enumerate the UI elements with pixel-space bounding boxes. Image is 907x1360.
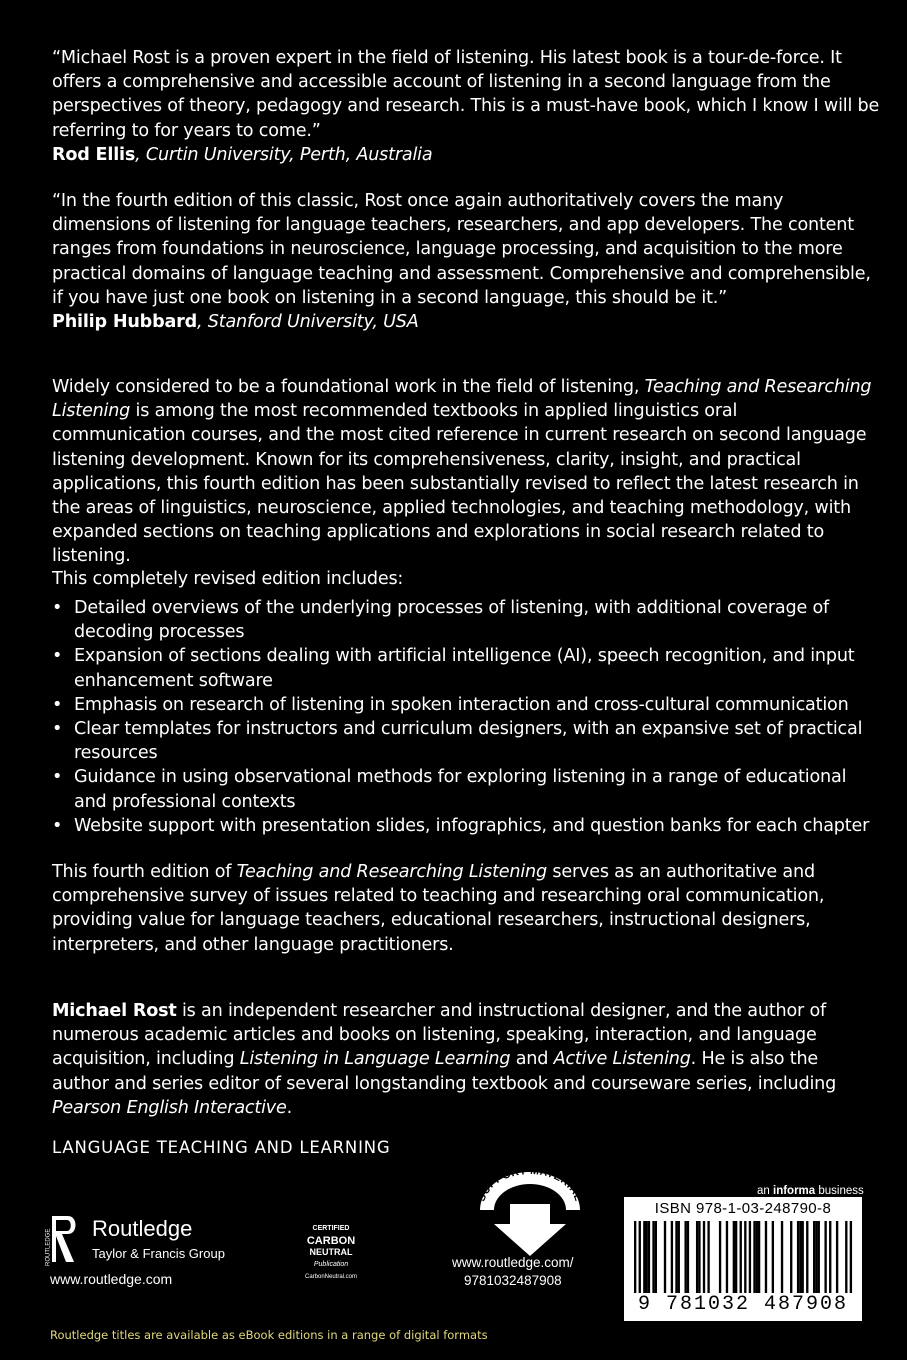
barcode-bar	[815, 1221, 817, 1293]
support-material-url-2[interactable]: 9781032487908	[464, 1273, 562, 1288]
barcode-bar	[740, 1221, 742, 1293]
author-book-1: Listening in Language Learning	[239, 1049, 511, 1070]
barcode-bar	[719, 1221, 721, 1293]
barcode-bar	[726, 1221, 728, 1293]
description-p1-book-title: Teaching and Researching Listening	[52, 377, 872, 422]
author-book-2: Active Listening	[553, 1049, 691, 1070]
barcode-bar	[790, 1221, 792, 1293]
barcode-bar	[703, 1221, 705, 1293]
informa-post: business	[815, 1185, 864, 1197]
informa-business-label	[757, 1185, 864, 1197]
publisher-url[interactable]: www.routledge.com	[50, 1271, 173, 1287]
barcode-bar	[829, 1221, 831, 1293]
series-label: LANGUAGE TEACHING AND LEARNING	[52, 1138, 391, 1157]
author-bio	[52, 999, 872, 1120]
endorsement-2-name: Philip Hubbard	[52, 312, 198, 333]
description-p3-text: This fourth edition of	[52, 862, 237, 882]
description-p1-text: Widely considered to be a foundational work in the field of listening,	[52, 377, 645, 397]
barcode-bar	[749, 1221, 751, 1293]
barcode-bar	[806, 1221, 808, 1293]
barcode-bar	[824, 1221, 826, 1293]
barcode-bar	[799, 1221, 801, 1293]
barcode-bar	[758, 1221, 760, 1293]
barcode-bar	[687, 1221, 689, 1293]
barcode-bar	[813, 1221, 815, 1293]
description-paragraph-2	[52, 860, 872, 957]
barcode-bar	[765, 1221, 767, 1293]
endorsement-1-quote: “Michael Rost is a proven expert in the field of listening. His latest book is a tour-de-force. It offers a comprehensive and accessible account of listening in a second language from the perspectives of theory, pedagogy and research. This is a must-have book, which I know I will be referring to for years to come.”	[52, 48, 880, 141]
barcode-bar	[818, 1221, 820, 1293]
barcode-bar	[696, 1221, 698, 1293]
barcode-bar	[781, 1221, 783, 1293]
endorsement-2-quote: “In the fourth edition of this classic, Rost once again authoritatively covers the many dimensions of listening for language teachers, researchers, and app developers. The content ranges from foundations in neuroscience, language processing, and acquisition to the more practical domains of language teaching and assessment. Comprehensive and comprehensible, if you have just one book on listening in a second language, this should be it.”	[52, 191, 871, 308]
support-material-text: SUPPORT MATERIAL	[475, 1164, 585, 1203]
support-material-badge-icon	[474, 1162, 586, 1258]
barcode-bar	[845, 1221, 847, 1293]
endorsement-1-name: Rod Ellis	[52, 144, 136, 165]
barcode-bar	[634, 1221, 636, 1293]
carbon-neutral-line5: CarbonNeutral.com	[304, 1274, 358, 1280]
barcode-bar	[671, 1221, 673, 1293]
carbon-neutral-line1: CERTIFIED	[312, 1225, 350, 1232]
author-name: Michael Rost	[52, 1001, 177, 1021]
list-item: • Website support with presentation slides, infographics, and question banks for each chapter	[52, 814, 872, 838]
barcode-bar	[707, 1221, 709, 1293]
carbon-neutral-line3: NEUTRAL	[309, 1247, 353, 1257]
list-item: • Emphasis on research of listening in spoken interaction and cross-cultural communication	[52, 693, 872, 717]
barcode-bar	[744, 1221, 746, 1293]
routledge-logo-letters: ROUTLEDGE	[45, 1228, 52, 1266]
barcode-bar	[756, 1221, 758, 1293]
endorsement-2-attribution	[52, 310, 882, 334]
routledge-logo-icon	[45, 1212, 82, 1266]
barcode-bar	[850, 1221, 852, 1293]
barcode-bar	[648, 1221, 650, 1293]
description-paragraph-1	[52, 375, 872, 569]
carbon-neutral-seal-icon	[296, 1218, 366, 1288]
informa-bold: informa	[773, 1185, 816, 1197]
barcode-digits: 9 781032 487908	[637, 1293, 849, 1316]
list-item: • Detailed overviews of the underlying processes of listening, with additional coverage of decoding processes	[52, 596, 872, 644]
barcode-bar	[664, 1221, 666, 1293]
endorsement-2-affiliation: , Stanford University, USA	[197, 312, 419, 333]
barcode-bar	[802, 1221, 804, 1293]
isbn-label: ISBN 978-1-03-248790-8	[654, 1200, 832, 1217]
barcode-bar	[639, 1221, 641, 1293]
barcode-bars-icon	[634, 1221, 852, 1293]
publisher-name: Routledge	[92, 1216, 193, 1241]
list-item: • Guidance in using observational methods for exploring listening in a range of educational and professional contexts	[52, 765, 872, 813]
description-p3-book-title: Teaching and Researching Listening	[236, 862, 547, 882]
includes-intro: This completely revised edition includes:	[52, 569, 404, 589]
carbon-neutral-line2: CARBON	[306, 1235, 356, 1247]
barcode-bar	[652, 1221, 654, 1293]
support-material-url-1[interactable]: www.routledge.com/	[452, 1255, 574, 1270]
barcode-bar	[655, 1221, 657, 1293]
barcode-bar	[772, 1221, 774, 1293]
author-bio-text-2: and	[510, 1049, 554, 1070]
author-bio-text-3: . He is also the author and series editor of several longstanding textbook and courseware series, including	[52, 1049, 837, 1094]
description-p1-text-2: is among the most recommended textbooks in applied linguistics oral communication courses, and the most cited reference in current research on second language listening development. Known for its comprehensiveness, clarity, insight, and practical applications, this fourth edition has been substantially revised to reflect the latest research in the areas of linguistics, neuroscience, applied technologies, and teaching methodology, with expanded sections on teaching applications and explorations in social research related to listening.	[52, 401, 867, 567]
carbon-neutral-line4: Publication	[313, 1261, 349, 1268]
author-bio-text-4: .	[286, 1097, 293, 1118]
author-bio-text-1: is an independent researcher and instructional designer, and the author of numerous academic articles and books on listening, speaking, interaction, and language acquisition, including	[52, 1001, 827, 1070]
author-book-3: Pearson English Interactive	[52, 1097, 287, 1118]
endorsement-1-attribution	[52, 143, 882, 167]
barcode-bar	[675, 1221, 677, 1293]
endorsement-1-affiliation: , Curtin University, Perth, Australia	[135, 144, 433, 165]
publisher-group: Taylor & Francis Group	[92, 1246, 225, 1261]
informa-pre: an	[757, 1185, 773, 1197]
barcode-bar	[643, 1221, 645, 1293]
ebook-availability-note: Routledge titles are available as eBook editions in a range of digital formats	[50, 1328, 488, 1342]
barcode-bar	[678, 1221, 680, 1293]
description-p3-text-2: serves as an authoritative and comprehensive survey of issues related to teaching and researching oral communication, providing value for language teachers, educational researchers, instructional designers, interpreters, and other language practitioners.	[52, 862, 825, 955]
isbn-barcode	[624, 1197, 862, 1321]
barcode-bar	[645, 1221, 647, 1293]
barcode-bar	[836, 1221, 838, 1293]
barcode-bar	[733, 1221, 735, 1293]
features-list	[52, 596, 872, 838]
barcode-bar	[753, 1221, 755, 1293]
list-item: • Clear templates for instructors and curriculum designers, with an expansive set of practical resources	[52, 717, 872, 765]
endorsement-2	[52, 189, 882, 334]
endorsement-1	[52, 46, 882, 167]
barcode-bar	[797, 1221, 799, 1293]
list-item: • Expansion of sections dealing with artificial intelligence (AI), speech recognition, and input enhancement software	[52, 644, 872, 692]
barcode-bar	[735, 1221, 737, 1293]
barcode-bar	[684, 1221, 686, 1293]
barcode-bar	[698, 1221, 700, 1293]
